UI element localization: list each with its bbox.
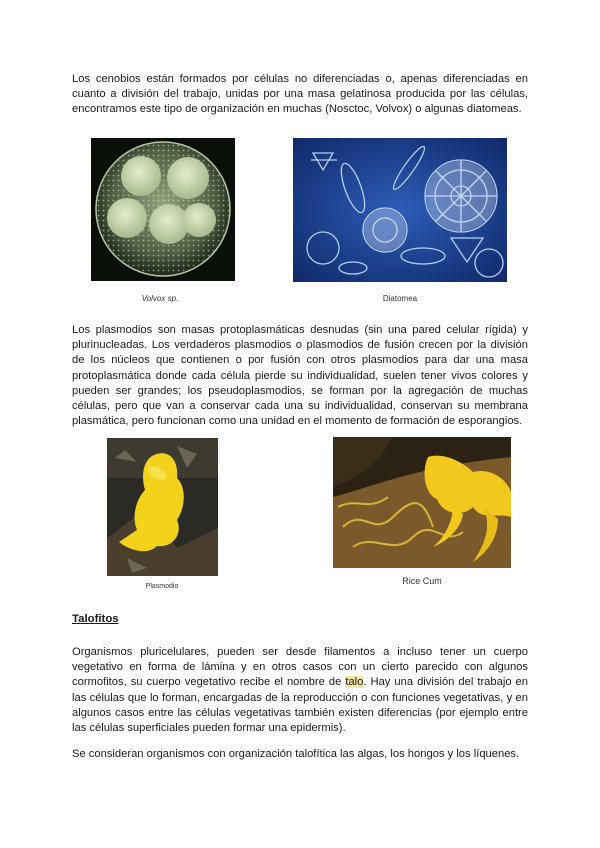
paragraph-conclusion: Se consideran organismos con organización talofítica las algas, los hongos y los líquenes.	[72, 748, 520, 760]
volvox-image	[91, 138, 235, 281]
paragraph-plasmodios: Los plasmodios son masas protoplasmáticas desnudas (sin una pared celular rígida) y plurinucleadas. Los verdaderos plasmodios o plasmodios de fusión crecen por la división de los núcleos que contienen o por fusión con otros plasmodios para dar una masa protoplasmática donde cada célula pierde su individualidad, suelen tener vivos colores y pueden ser grandes; los pseudoplasmodios, se forman por la agregación de muchas células, pero que van a conservar cada una su individualidad, conservan su membrana plasmática, pero funcionan como una unidad en el momento de formación de esporangios.	[72, 324, 528, 428]
talofitos-text-start: Organismos pluricelulares, pueden ser desde filamentos a incluso tener un cuerpo vegetativo en forma de lámina y en otros casos con un cierto parecido con algunos cormofitos, su cuerpo vegetativo recibe el nombre de	[72, 646, 528, 689]
diatom-illustration	[293, 138, 507, 282]
rice-cum-image	[333, 437, 511, 568]
talofitos-text-end: . Hay una división del trabajo en las células que lo forman, encargadas de la reproducción o con funciones vegetativas, y en algunos casos entre las células vegetativas también existen diferencias (por ejemplo entre las células superficiales pueden formar una epidermis).	[72, 676, 528, 735]
caption-rice-cum: Rice Cum	[402, 576, 442, 586]
caption-diatomea: Diatomea	[382, 294, 418, 303]
highlighted-term-talo: talo	[345, 676, 364, 689]
paragraph-cenobios: Los cenobios están formados por células no diferenciadas o, apenas diferenciadas en cuanto a división del trabajo, unidas por una masa gelatinosa producida por las células, encontramos este tipo de organización en muchas (Nosctoc, Volvox) o algunas diatomeas.	[72, 73, 528, 116]
paragraph-talofitos	[72, 645, 528, 736]
rice-cum-illustration	[333, 437, 511, 568]
plasmodium-image	[107, 438, 218, 576]
section-heading-talofitos: Talofitos	[72, 613, 119, 625]
caption-plasmodio: Plasmodio	[145, 583, 179, 590]
caption-volvox: Volvox sp.	[141, 294, 179, 303]
volvox-illustration	[91, 138, 235, 281]
plasmodium-illustration	[107, 438, 218, 576]
diatom-image	[293, 138, 507, 282]
